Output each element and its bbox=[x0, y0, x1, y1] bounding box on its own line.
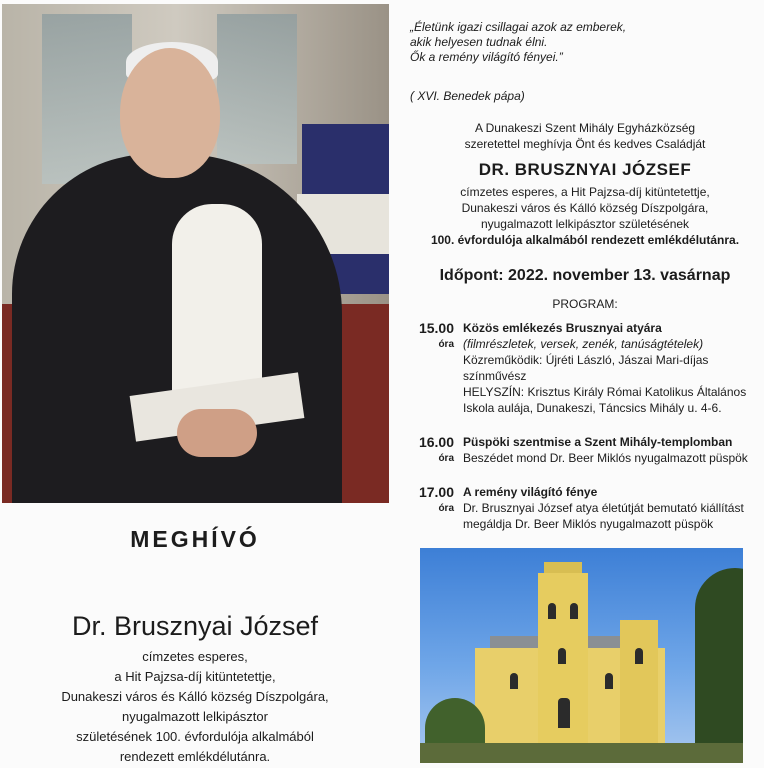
program-time: 16.00 bbox=[418, 434, 454, 450]
program-detail: HELYSZÍN: Krisztus Király Római Katolikus Általános bbox=[463, 385, 747, 399]
description-line: Dunakeszi város és Kálló község Díszpolgára, bbox=[61, 689, 329, 704]
program-time-unit: óra bbox=[438, 339, 454, 350]
title-line: Dunakeszi város és Kálló község Díszpolgára, bbox=[461, 201, 709, 215]
intro-line: A Dunakeszi Szent Mihály Egyházközség bbox=[474, 121, 696, 135]
invitation-heading: MEGHÍVÓ bbox=[130, 526, 260, 552]
honoree-name: DR. BRUSZNYAI JÓZSEF bbox=[478, 160, 692, 179]
description-line: a Hit Pajzsa-díj kitüntetettje, bbox=[114, 669, 276, 684]
church-photo bbox=[420, 548, 743, 763]
portrait-photo bbox=[2, 4, 389, 503]
title-line: címzetes esperes, a Hit Pajzsa-díj kitüntetettje, bbox=[460, 185, 710, 199]
quote-author: ( XVI. Benedek pápa) bbox=[410, 89, 525, 103]
title-line: nyugalmazott lelkipásztor születésének bbox=[480, 217, 690, 231]
quote-line: akik helyesen tudnak élni. bbox=[410, 35, 548, 49]
honoree-titles bbox=[406, 184, 764, 248]
program-detail: Dr. Brusznyai József atya életútját bemutató kiállítást bbox=[463, 501, 744, 515]
event-date: Időpont: 2022. november 13. vasárnap bbox=[439, 267, 731, 284]
program-time: 17.00 bbox=[418, 484, 454, 500]
title-line: 100. évfordulója alkalmából rendezett emlékdélutánra. bbox=[430, 233, 740, 247]
program-title: Közös emlékezés Brusznyai atyára bbox=[463, 321, 662, 335]
honoree-name-large: Dr. Brusznyai József bbox=[71, 611, 319, 641]
invitation-intro bbox=[406, 120, 764, 152]
description-line: születésének 100. évfordulója alkalmából bbox=[76, 729, 314, 744]
description-line: rendezett emlékdélutánra. bbox=[119, 749, 271, 764]
program-time: 15.00 bbox=[418, 320, 454, 336]
program-heading: PROGRAM: bbox=[552, 297, 618, 311]
quote bbox=[410, 20, 750, 65]
program-detail: Beszédet mond Dr. Beer Miklós nyugalmazott püspök bbox=[463, 451, 748, 465]
program-detail: színművész bbox=[463, 369, 527, 383]
quote-line: Ők a remény világító fényei.” bbox=[410, 50, 563, 64]
program-detail: megáldja Dr. Beer Miklós nyugalmazott püspök bbox=[463, 517, 714, 531]
program-title: A remény világító fénye bbox=[463, 485, 598, 499]
quote-line: „Életünk igazi csillagai azok az emberek, bbox=[410, 20, 627, 34]
program-detail: Közreműködik: Újréti László, Jászai Mari-díjas bbox=[463, 353, 709, 367]
intro-line: szeretettel meghívja Önt és kedves Családját bbox=[464, 137, 706, 151]
program-title: Püspöki szentmise a Szent Mihály-templomban bbox=[463, 435, 733, 449]
program-time-unit: óra bbox=[438, 503, 454, 514]
honoree-description bbox=[0, 647, 390, 767]
program-time-unit: óra bbox=[438, 453, 454, 464]
program-detail: Iskola aulája, Dunakeszi, Táncsics Mihály u. 4-6. bbox=[463, 401, 722, 415]
program-subtitle: (filmrészletek, versek, zenék, tanúságtételek) bbox=[463, 337, 704, 351]
description-line: címzetes esperes, bbox=[142, 649, 248, 664]
description-line: nyugalmazott lelkipásztor bbox=[122, 709, 268, 724]
